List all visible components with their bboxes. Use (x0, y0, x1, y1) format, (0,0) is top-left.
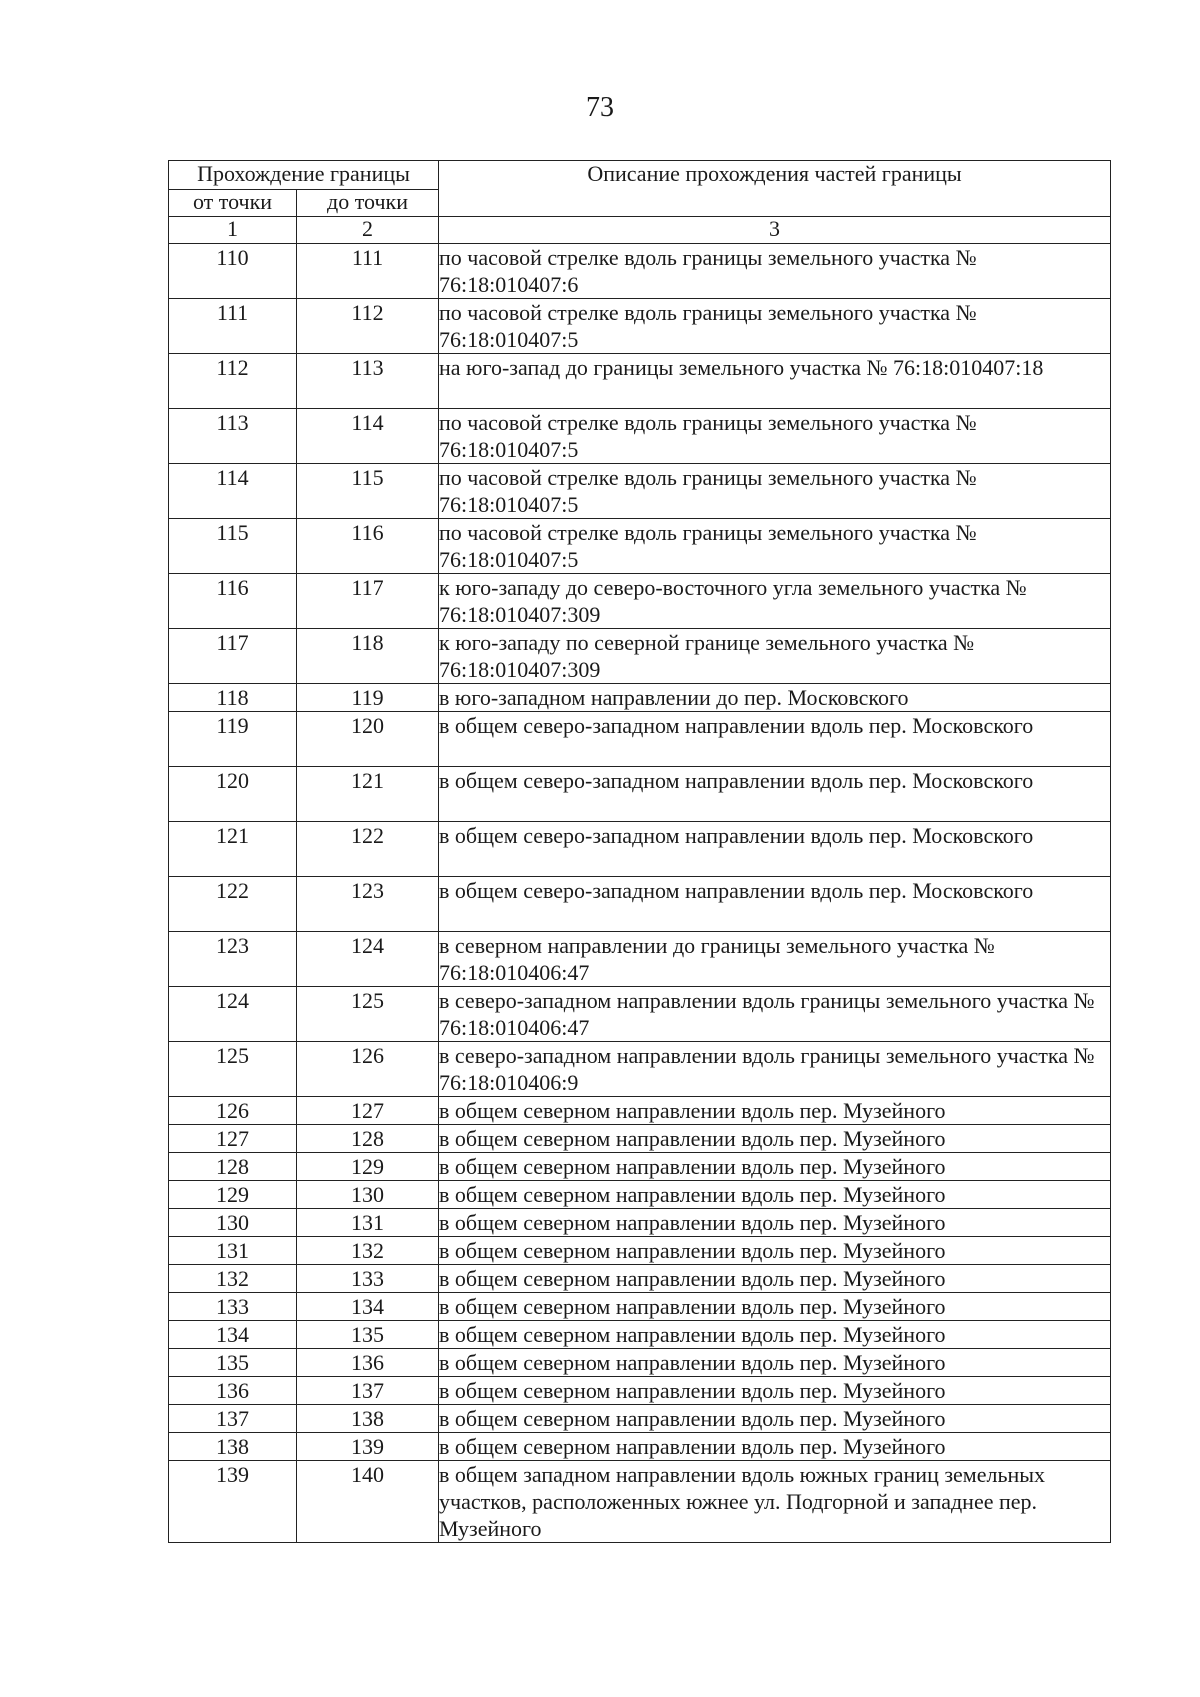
table-row (169, 354, 1111, 409)
table-row (169, 1321, 1111, 1349)
table-row (169, 1097, 1111, 1125)
from-point-cell: 131 (169, 1237, 297, 1265)
from-point-cell: 119 (169, 712, 297, 767)
description-cell: в общем северном направлении вдоль пер. Музейного (439, 1125, 1111, 1153)
from-point-cell: 113 (169, 409, 297, 464)
boundary-table (168, 160, 1111, 1543)
from-point-cell: 136 (169, 1377, 297, 1405)
from-point-cell: 116 (169, 574, 297, 629)
table-row (169, 1377, 1111, 1405)
column-number-3: 3 (439, 217, 1111, 244)
table-row (169, 1433, 1111, 1461)
from-point-cell: 115 (169, 519, 297, 574)
description-cell: в северо-западном направлении вдоль границы земельного участка № 76:18:010406:9 (439, 1042, 1111, 1097)
table-row (169, 409, 1111, 464)
from-point-cell: 129 (169, 1181, 297, 1209)
table-row (169, 1293, 1111, 1321)
table-row (169, 987, 1111, 1042)
from-point-cell: 127 (169, 1125, 297, 1153)
to-point-cell: 121 (297, 767, 439, 822)
description-cell: по часовой стрелке вдоль границы земельного участка № 76:18:010407:5 (439, 519, 1111, 574)
column-number-1: 1 (169, 217, 297, 244)
to-point-cell: 132 (297, 1237, 439, 1265)
table-row (169, 1265, 1111, 1293)
to-point-cell: 127 (297, 1097, 439, 1125)
table-row (169, 712, 1111, 767)
description-cell: в северо-западном направлении вдоль границы земельного участка № 76:18:010406:47 (439, 987, 1111, 1042)
to-point-cell: 123 (297, 877, 439, 932)
description-cell: в общем северном направлении вдоль пер. Музейного (439, 1181, 1111, 1209)
table-header (169, 161, 1111, 244)
to-point-cell: 116 (297, 519, 439, 574)
description-cell: по часовой стрелке вдоль границы земельного участка № 76:18:010407:5 (439, 299, 1111, 354)
description-cell: к юго-западу до северо-восточного угла земельного участка № 76:18:010407:309 (439, 574, 1111, 629)
table-row (169, 519, 1111, 574)
to-point-cell: 129 (297, 1153, 439, 1181)
description-cell: по часовой стрелке вдоль границы земельного участка № 76:18:010407:5 (439, 409, 1111, 464)
to-point-cell: 136 (297, 1349, 439, 1377)
to-point-cell: 130 (297, 1181, 439, 1209)
table-row (169, 877, 1111, 932)
table-row (169, 1153, 1111, 1181)
table-row (169, 629, 1111, 684)
description-cell: в общем северном направлении вдоль пер. Музейного (439, 1321, 1111, 1349)
to-point-cell: 117 (297, 574, 439, 629)
description-cell: в общем северном направлении вдоль пер. Музейного (439, 1349, 1111, 1377)
to-point-cell: 126 (297, 1042, 439, 1097)
table-row (169, 1461, 1111, 1543)
from-point-cell: 138 (169, 1433, 297, 1461)
from-point-cell: 134 (169, 1321, 297, 1349)
from-point-cell: 125 (169, 1042, 297, 1097)
description-cell: в общем северном направлении вдоль пер. Музейного (439, 1097, 1111, 1125)
description-cell: в общем северо-западном направлении вдоль пер. Московского (439, 767, 1111, 822)
from-point-cell: 133 (169, 1293, 297, 1321)
from-point-cell: 132 (169, 1265, 297, 1293)
from-point-cell: 139 (169, 1461, 297, 1543)
description-cell: по часовой стрелке вдоль границы земельного участка № 76:18:010407:6 (439, 244, 1111, 299)
table-row (169, 932, 1111, 987)
description-cell: в общем северо-западном направлении вдоль пер. Московского (439, 877, 1111, 932)
header-boundary-passage: Прохождение границы (169, 161, 439, 190)
column-number-2: 2 (297, 217, 439, 244)
from-point-cell: 121 (169, 822, 297, 877)
description-cell: в общем северном направлении вдоль пер. Музейного (439, 1405, 1111, 1433)
to-point-cell: 114 (297, 409, 439, 464)
header-description: Описание прохождения частей границы (439, 161, 1111, 217)
from-point-cell: 111 (169, 299, 297, 354)
from-point-cell: 117 (169, 629, 297, 684)
from-point-cell: 120 (169, 767, 297, 822)
to-point-cell: 125 (297, 987, 439, 1042)
to-point-cell: 134 (297, 1293, 439, 1321)
from-point-cell: 137 (169, 1405, 297, 1433)
from-point-cell: 110 (169, 244, 297, 299)
to-point-cell: 119 (297, 684, 439, 712)
description-cell: в общем северном направлении вдоль пер. Музейного (439, 1153, 1111, 1181)
from-point-cell: 128 (169, 1153, 297, 1181)
description-cell: на юго-запад до границы земельного участка № 76:18:010407:18 (439, 354, 1111, 409)
description-cell: в северном направлении до границы земельного участка № 76:18:010406:47 (439, 932, 1111, 987)
to-point-cell: 122 (297, 822, 439, 877)
from-point-cell: 122 (169, 877, 297, 932)
header-from-point: от точки (169, 190, 297, 217)
from-point-cell: 118 (169, 684, 297, 712)
from-point-cell: 112 (169, 354, 297, 409)
to-point-cell: 139 (297, 1433, 439, 1461)
table-row (169, 1349, 1111, 1377)
table-row (169, 244, 1111, 299)
to-point-cell: 111 (297, 244, 439, 299)
from-point-cell: 123 (169, 932, 297, 987)
table-row (169, 1181, 1111, 1209)
description-cell: в общем северном направлении вдоль пер. Музейного (439, 1377, 1111, 1405)
from-point-cell: 130 (169, 1209, 297, 1237)
description-cell: в общем северном направлении вдоль пер. Музейного (439, 1209, 1111, 1237)
description-cell: в общем северо-западном направлении вдоль пер. Московского (439, 822, 1111, 877)
from-point-cell: 126 (169, 1097, 297, 1125)
table-row (169, 1405, 1111, 1433)
description-cell: в общем северном направлении вдоль пер. Музейного (439, 1237, 1111, 1265)
to-point-cell: 128 (297, 1125, 439, 1153)
table-row (169, 574, 1111, 629)
from-point-cell: 114 (169, 464, 297, 519)
table-row (169, 1209, 1111, 1237)
description-cell: в общем северном направлении вдоль пер. Музейного (439, 1293, 1111, 1321)
table-row (169, 767, 1111, 822)
table-row (169, 464, 1111, 519)
page-number: 73 (586, 92, 614, 123)
table-row (169, 684, 1111, 712)
description-cell: по часовой стрелке вдоль границы земельного участка № 76:18:010407:5 (439, 464, 1111, 519)
table-row (169, 1237, 1111, 1265)
table-row (169, 822, 1111, 877)
to-point-cell: 140 (297, 1461, 439, 1543)
table-row (169, 1125, 1111, 1153)
description-cell: в общем северном направлении вдоль пер. Музейного (439, 1433, 1111, 1461)
to-point-cell: 115 (297, 464, 439, 519)
table-row (169, 1042, 1111, 1097)
description-cell: в общем северо-западном направлении вдоль пер. Московского (439, 712, 1111, 767)
to-point-cell: 137 (297, 1377, 439, 1405)
table-body (169, 244, 1111, 1543)
description-cell: в общем северном направлении вдоль пер. Музейного (439, 1265, 1111, 1293)
description-cell: в юго-западном направлении до пер. Московского (439, 684, 1111, 712)
from-point-cell: 124 (169, 987, 297, 1042)
to-point-cell: 113 (297, 354, 439, 409)
to-point-cell: 133 (297, 1265, 439, 1293)
to-point-cell: 118 (297, 629, 439, 684)
from-point-cell: 135 (169, 1349, 297, 1377)
table-row (169, 299, 1111, 354)
to-point-cell: 131 (297, 1209, 439, 1237)
description-cell: в общем западном направлении вдоль южных границ земельных участков, расположенных южнее ул. Подгорной и западнее пер. Музейного (439, 1461, 1111, 1543)
to-point-cell: 124 (297, 932, 439, 987)
to-point-cell: 135 (297, 1321, 439, 1349)
header-to-point: до точки (297, 190, 439, 217)
description-cell: к юго-западу по северной границе земельного участка № 76:18:010407:309 (439, 629, 1111, 684)
to-point-cell: 112 (297, 299, 439, 354)
to-point-cell: 138 (297, 1405, 439, 1433)
to-point-cell: 120 (297, 712, 439, 767)
